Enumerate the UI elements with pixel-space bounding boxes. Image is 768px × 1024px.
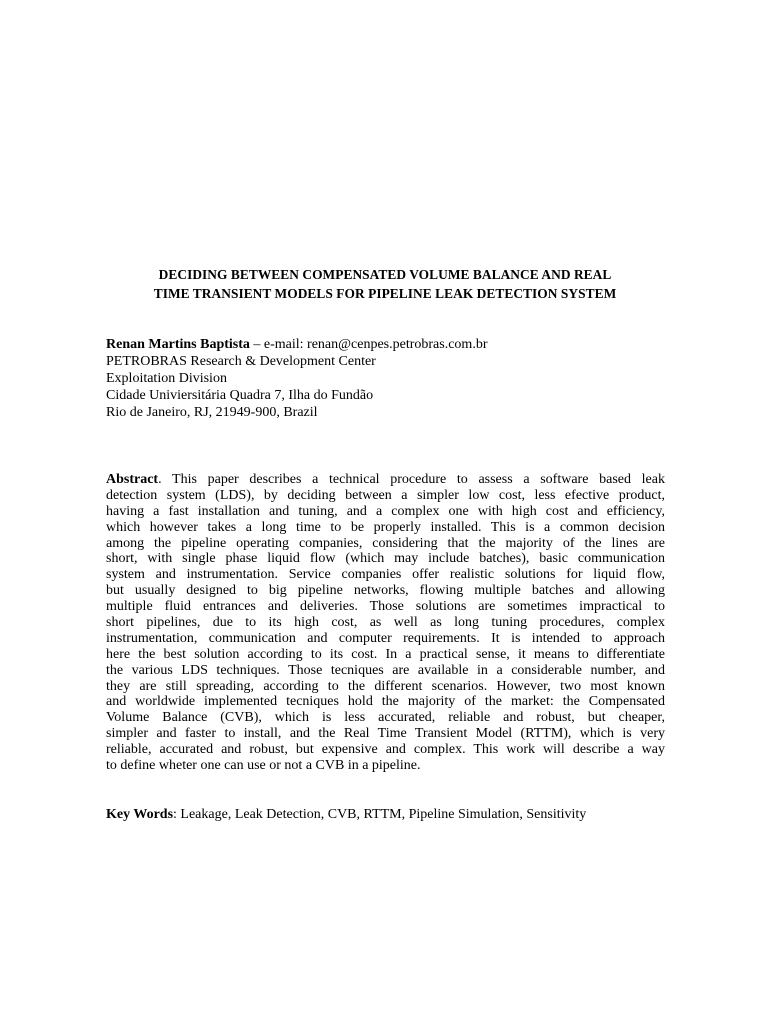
- author-block: [106, 336, 666, 421]
- abstract-line: short, with single phase liquid flow (which may include batches), basic communication: [106, 551, 665, 567]
- abstract-line: multiple fluid entrances and deliveries. Those solutions are sometimes impractical to: [106, 599, 665, 615]
- abstract-line: among the pipeline operating companies, considering that the majority of the lines are: [106, 535, 665, 551]
- keywords: [106, 806, 666, 823]
- author-email: – e-mail: renan@cenpes.petrobras.com.br: [249, 337, 488, 352]
- abstract-line: they are still spreading, according to the different scenarios. However, two most known: [106, 678, 665, 694]
- author-name: Renan Martins Baptista: [106, 337, 250, 352]
- abstract-line: short pipelines, due to its high cost, as well as long tuning procedures, complex: [106, 615, 665, 631]
- author-division: Exploitation Division: [106, 371, 227, 386]
- abstract-line: to define wheter one can use or not a CVB in a pipeline.: [106, 758, 421, 774]
- abstract-line: here the best solution according to its cost. In a practical sense, it means to differentiate: [106, 646, 665, 662]
- abstract-line: simpler and faster to install, and the Real Time Transient Model (RTTM), which is very: [106, 726, 665, 742]
- abstract-line: Volume Balance (CVB), which is less accurated, reliable and robust, but cheaper,: [106, 710, 665, 726]
- abstract-line: [106, 472, 665, 488]
- title-line-2: TIME TRANSIENT MODELS FOR PIPELINE LEAK DETECTION SYSTEM: [153, 286, 617, 301]
- abstract-first-line-text: . This paper describes a technical procedure to assess a software based leak: [158, 472, 665, 487]
- keywords-label: Key Words: [106, 807, 174, 822]
- author-affiliation: PETROBRAS Research & Development Center: [106, 354, 376, 369]
- author-line: [106, 336, 666, 353]
- author-address-2: Rio de Janeiro, RJ, 21949-900, Brazil: [106, 405, 318, 420]
- abstract-line: the various LDS techniques. Those tecniques are available in a considerable number, and: [106, 662, 665, 678]
- abstract-line: reliable, accurated and robust, but expensive and complex. This work will describe a way: [106, 742, 665, 758]
- abstract-line: system and instrumentation. Service companies offer realistic solutions for liquid flow,: [106, 567, 665, 583]
- abstract: [106, 472, 665, 774]
- title-line-1: DECIDING BETWEEN COMPENSATED VOLUME BALANCE AND REAL: [158, 267, 612, 282]
- abstract-line: having a fast installation and tuning, and a complex one with high cost and efficiency,: [106, 503, 665, 519]
- abstract-line: but usually designed to big pipeline networks, flowing multiple batches and allowing: [106, 583, 665, 599]
- abstract-line: detection system (LDS), by deciding between a simpler low cost, less efective product,: [106, 487, 665, 503]
- abstract-line: and worldwide implemented tecniques hold the majority of the market: the Compensated: [106, 694, 665, 710]
- abstract-label: Abstract: [106, 472, 159, 487]
- abstract-line: instrumentation, communication and computer requirements. It is intended to approach: [106, 630, 665, 646]
- paper-title: [106, 265, 664, 303]
- keywords-text: : Leakage, Leak Detection, CVB, RTTM, Pipeline Simulation, Sensitivity: [173, 807, 587, 822]
- abstract-line: which however takes a long time to be properly installed. This is a common decision: [106, 519, 665, 535]
- author-address-1: Cidade Univiersitária Quadra 7, Ilha do Fundão: [106, 388, 374, 403]
